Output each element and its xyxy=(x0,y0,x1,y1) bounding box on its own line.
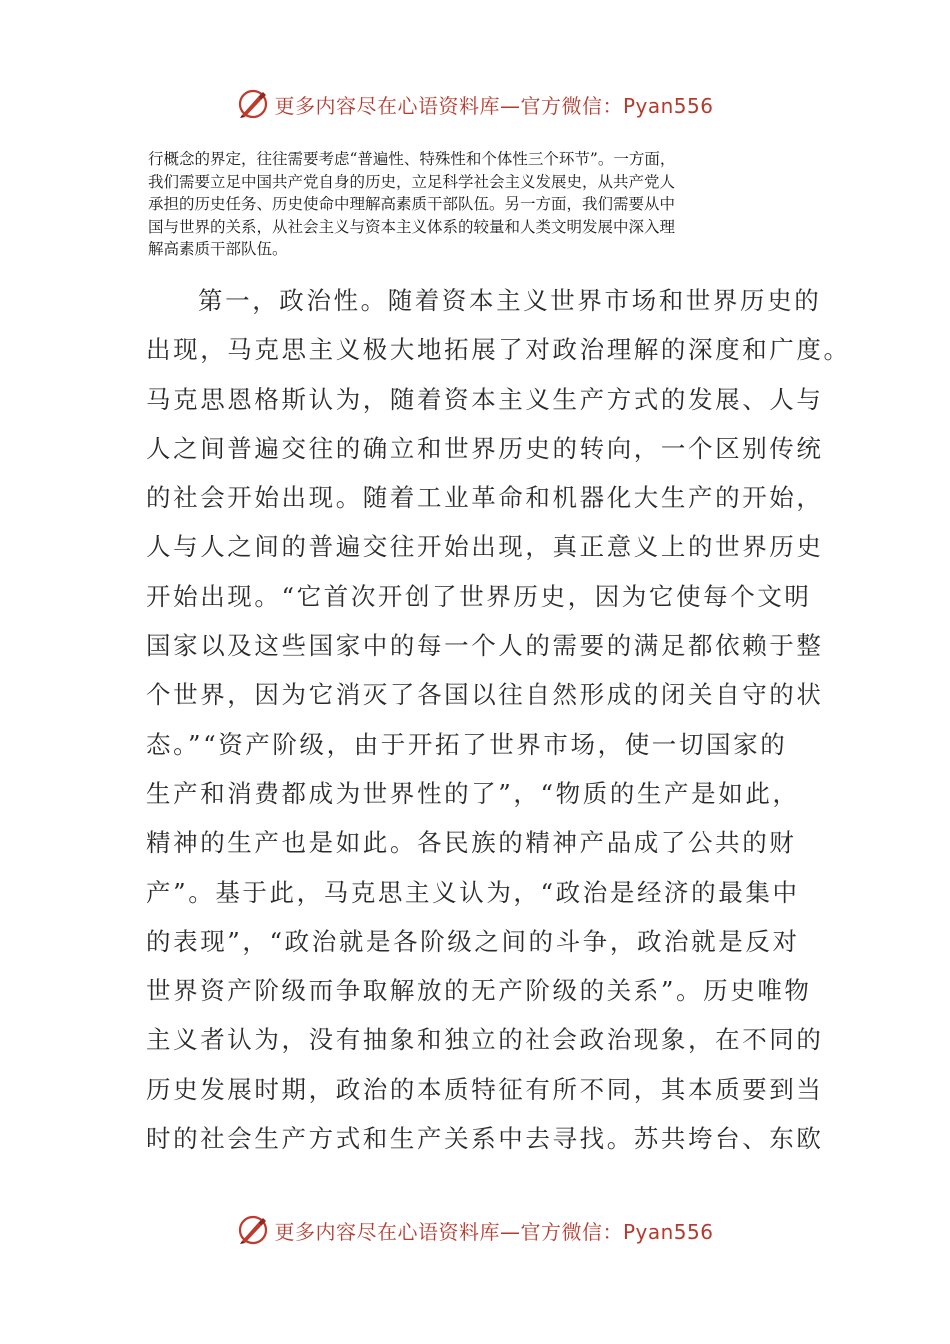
banner-title: 更多内容尽在心语资料库 xyxy=(274,93,500,118)
body-line: 的社会开始出现。随着工业革命和机器化大生产的开始， xyxy=(146,483,824,513)
body-line: 产”。基于此，马克思主义认为，“政治是经济的最集中 xyxy=(146,877,800,907)
body-line: 个世界，因为它消灭了各国以往自然形成的闭关自守的状 xyxy=(146,680,824,710)
body-line: 的表现”，“政治就是各阶级之间的斗争，政治就是反对 xyxy=(146,926,800,956)
body-line: 出现，马克思主义极大地拓展了对政治理解的深度和广度。 xyxy=(146,335,851,365)
body-line: 第一，政治性。随着资本主义世界市场和世界历史的 xyxy=(198,286,822,315)
intro-line: 行概念的界定，往往需要考虑“普遍性、特殊性和个体性三个环节”。一方面， xyxy=(148,150,676,168)
banner-separator: — xyxy=(499,1219,521,1244)
body-line: 精神的生产也是如此。各民族的精神产品成了公共的财 xyxy=(146,828,797,858)
body-line: 人之间普遍交往的确立和世界历史的转向，一个区别传统 xyxy=(146,433,824,463)
intro-line: 解高素质干部队伍。 xyxy=(148,240,288,259)
footer-banner xyxy=(0,1210,950,1250)
pen-logo-icon xyxy=(236,87,270,121)
intro-line: 我们需要立足中国共产党自身的历史，立足科学社会主义发展史，从共产党人 xyxy=(148,172,676,191)
body-line: 人与人之间的普遍交往开始出现，真正意义上的世界历史 xyxy=(146,532,824,562)
body-line: 马克思恩格斯认为，随着资本主义生产方式的发展、人与 xyxy=(146,384,824,414)
intro-paragraph xyxy=(148,148,808,261)
header-banner xyxy=(0,84,950,124)
banner-title: 更多内容尽在心语资料库 xyxy=(274,1219,500,1244)
banner-contact: 官方微信：Pyan556 xyxy=(520,1219,714,1244)
intro-line: 承担的历史任务、历史使命中理解高素质干部队伍。另一方面，我们需要从中 xyxy=(148,195,676,214)
body-line: 时的社会生产方式和生产关系中去寻找。苏共垮台、东欧 xyxy=(146,1124,824,1154)
banner-contact: 官方微信：Pyan556 xyxy=(520,93,714,118)
body-line: 主义者认为，没有抽象和独立的社会政治现象，在不同的 xyxy=(146,1025,824,1055)
body-line: 历史发展时期，政治的本质特征有所不同，其本质要到当 xyxy=(146,1074,824,1104)
body-line: 开始出现。“它首次开创了世界历史，因为它使每个文明 xyxy=(146,581,812,611)
body-line: 世界资产阶级而争取解放的无产阶级的关系”。历史唯物 xyxy=(146,976,812,1006)
intro-line: 国与世界的关系，从社会主义与资本主义体系的较量和人类文明发展中深入理 xyxy=(148,217,676,236)
banner-separator: — xyxy=(499,93,521,118)
body-line: 态。”“资产阶级，由于开拓了世界市场，使一切国家的 xyxy=(146,729,788,759)
main-text xyxy=(146,276,851,1163)
pen-logo-icon xyxy=(236,1213,270,1247)
body-line: 国家以及这些国家中的每一个人的需要的满足都依赖于整 xyxy=(146,631,824,661)
body-line: 生产和消费都成为世界性的了”，“物质的生产是如此， xyxy=(146,778,800,808)
